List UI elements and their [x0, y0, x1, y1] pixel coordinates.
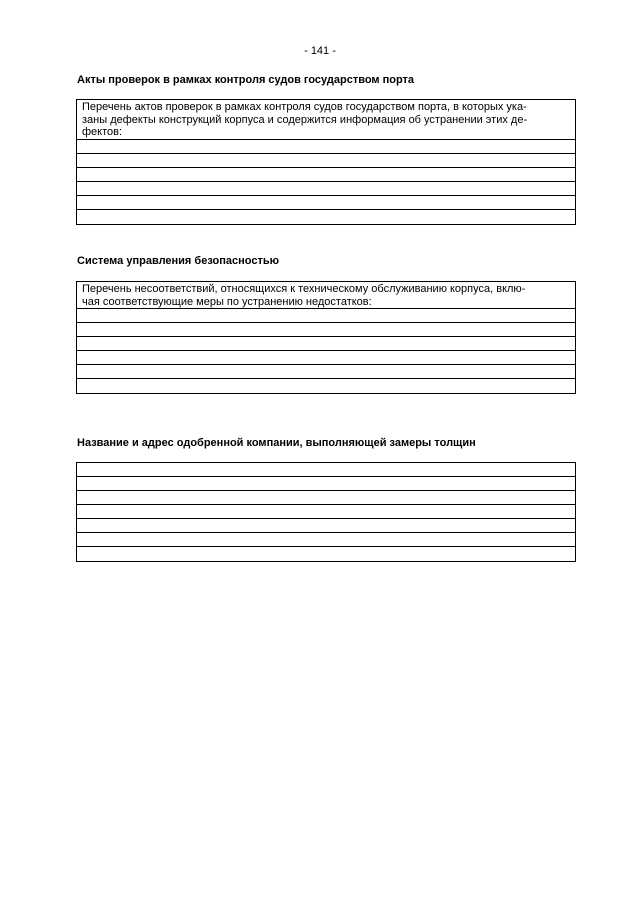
blank-entry-line[interactable]: [77, 182, 575, 196]
blank-entry-line[interactable]: [77, 533, 575, 547]
blank-entry-line[interactable]: [77, 337, 575, 351]
port-state-control-intro: [77, 100, 575, 140]
safety-management-form: [76, 281, 576, 394]
blank-entry-line[interactable]: [77, 547, 575, 561]
safety-management-intro: [77, 282, 575, 309]
blank-entry-line[interactable]: [77, 168, 575, 182]
blank-entry-line[interactable]: [77, 351, 575, 365]
blank-entry-line[interactable]: [77, 196, 575, 210]
intro-line: Перечень несоответствий, относящихся к техническому обслуживанию корпуса, вклю-: [82, 283, 526, 295]
blank-entry-line[interactable]: [77, 365, 575, 379]
blank-entry-line[interactable]: [77, 309, 575, 323]
blank-entry-line[interactable]: [77, 140, 575, 154]
blank-entry-line[interactable]: [77, 463, 575, 477]
section-title-port-state-control: Акты проверок в рамках контроля судов государством порта: [77, 74, 415, 86]
intro-line: фектов:: [82, 126, 123, 138]
blank-entry-line[interactable]: [77, 154, 575, 168]
section-title-safety-management: Система управления безопасностью: [77, 255, 279, 267]
page-number: - 141 -: [304, 45, 336, 57]
blank-entry-line[interactable]: [77, 477, 575, 491]
blank-entry-line[interactable]: [77, 519, 575, 533]
intro-line: заны дефекты конструкций корпуса и содержится информация об устранении этих де-: [82, 113, 528, 126]
blank-entry-line[interactable]: [77, 505, 575, 519]
thickness-company-form: [76, 462, 576, 562]
intro-line: Перечень актов проверок в рамках контроля судов государством порта, в которых ука-: [82, 101, 527, 113]
blank-entry-line[interactable]: [77, 491, 575, 505]
blank-entry-line[interactable]: [77, 323, 575, 337]
blank-entry-line[interactable]: [77, 379, 575, 393]
section-title-thickness-company: Название и адрес одобренной компании, выполняющей замеры толщин: [77, 437, 476, 449]
blank-entry-line[interactable]: [77, 210, 575, 224]
port-state-control-form: [76, 99, 576, 225]
intro-line: чая соответствующие меры по устранению недостатков:: [82, 295, 372, 308]
